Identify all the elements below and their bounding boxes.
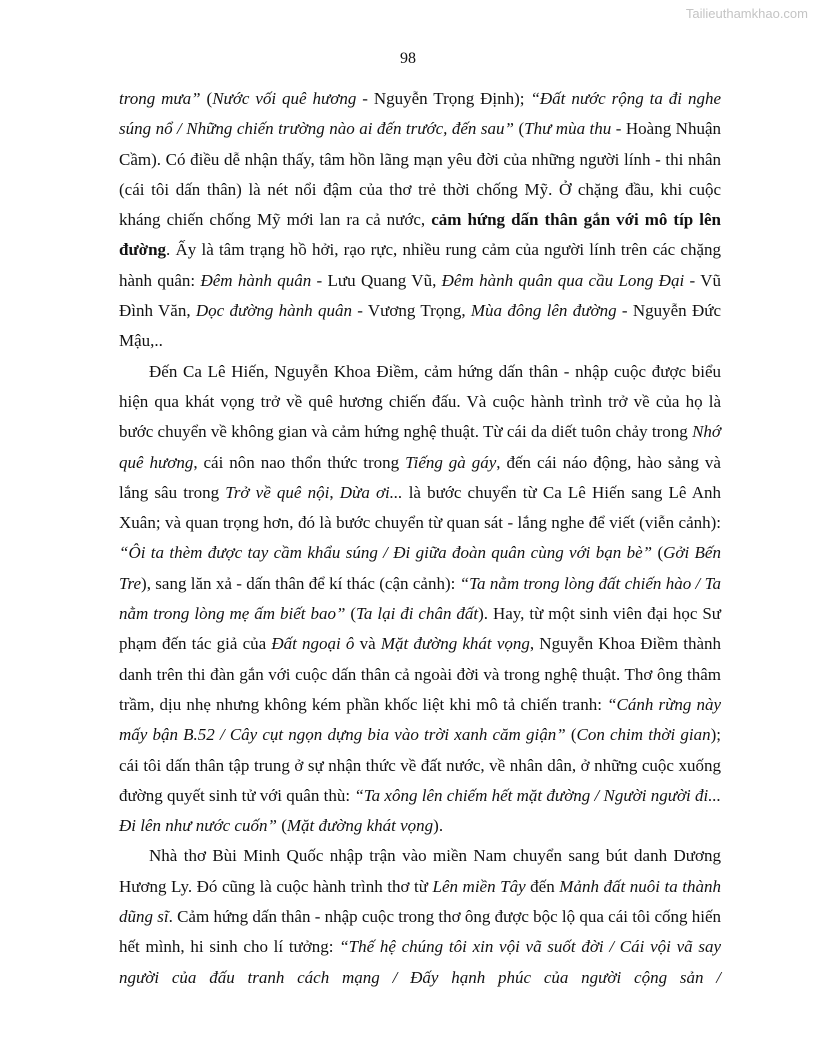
p1-run: trong mưa” [119, 89, 201, 108]
p1-run: cảm hứng dấn thân gắn với mô típ lên đường [119, 210, 721, 260]
p2-run: Đến Ca Lê Hiến, Nguyễn Khoa Điềm, cảm hứng dấn thân - nhập cuộc được biểu hiện qua khát vọng trở về quê hương chiến đấu. Và cuộc hành trình trở về của họ là bước chuyển về không gian và cảm hứng nghệ thuật. Từ cái da diết tuôn chảy trong [119, 361, 721, 442]
p3-run: đến [525, 876, 560, 896]
paragraph-1 [119, 84, 721, 357]
p2-run: Ta lại đi chân đất [356, 604, 479, 624]
p1-run: - Vương Trọng, [351, 301, 471, 321]
p1-run: Nước vối quê hương [212, 89, 357, 108]
p2-run: “Ôi ta thèm được tay cầm khẩu súng / Đi giữa đoàn quân cùng với bạn bè” [119, 543, 653, 563]
p3-run: Lên miền Tây [432, 876, 526, 896]
p2-run: ( [276, 816, 287, 836]
p3-run: Mảnh đất nuôi ta thành dũng sĩ [119, 876, 722, 927]
p1-run: - Nguyễn Trọng Định); [356, 89, 531, 108]
p2-run: ); cái tôi dấn thân tập trung ở sự nhận thức về đất nước, về nhân dân, ở những cuộc xuống đường quyết sinh tử với quân thù: [119, 725, 721, 805]
paragraph-2 [119, 357, 721, 842]
p2-run: , [329, 482, 340, 502]
p1-run: ( [200, 89, 213, 108]
p2-run: Gởi Bến Tre [119, 543, 721, 593]
p3-run: “Thế hệ chúng tôi xin vội vã suốt đời / Cái vội vã say người của đấu tranh cách mạng / Đấy hạnh phúc của người cộng sản / [119, 937, 721, 987]
paragraph-3 [119, 841, 721, 992]
p2-run: Con chim thời gian [576, 725, 711, 745]
p2-run: Mặt đường khát vọng [380, 634, 530, 654]
p2-run: , cái nôn nao thổn thức trong [193, 452, 406, 472]
p1-run: - Lưu Quang Vũ, [311, 270, 442, 290]
p1-run: “Đất nước rộng ta đi nghe súng nổ / Những chiến trường nào ai đến trước, đến sau” [119, 89, 721, 139]
p1-run: - Vũ Đình Văn, [119, 270, 721, 321]
p1-run: . Ấy là tâm trạng hồ hởi, rạo rực, nhiều rung cảm của người lính trên các chặng hành quân: [119, 240, 721, 290]
p2-run: ). Hay, từ một sinh viên đại học Sư phạm đến tác giả của [119, 604, 721, 654]
p2-run: Nhớ quê hương [119, 422, 721, 472]
p2-run: , đến cái náo động, hào sảng và lắng sâu trong [119, 452, 721, 502]
p2-run: Dừa ơi... [339, 482, 403, 502]
p2-run: “Ta xông lên chiếm hết mặt đường / Người người đi... Đi lên như nước cuốn” [119, 785, 721, 836]
p2-run: và [354, 634, 381, 654]
p2-run: Tiếng gà gáy [405, 452, 497, 472]
p1-run: Thư mùa thu [524, 119, 612, 139]
p2-run: ( [652, 543, 664, 563]
p2-run: ), sang lăn xả - dấn thân để kí thác (cận cảnh): [141, 573, 460, 593]
p2-run: ( [565, 725, 577, 745]
p2-run: Đất ngoại ô [271, 634, 355, 654]
p2-run: Trở về quê nội [225, 482, 330, 502]
p3-run: Nhà thơ Bùi Minh Quốc nhập trận vào miền Nam chuyển sang bút danh Dương Hương Ly. Đó cũng là cuộc hành trình thơ từ [119, 846, 721, 896]
watermark: Tailieuthamkhao.com [685, 6, 808, 21]
p1-run: Dọc đường hành quân [195, 301, 352, 321]
p2-run: “Ta nằm trong lòng đất chiến hào / Ta nằm trong lòng mẹ ấm biết bao” [119, 573, 721, 624]
p1-run: - Nguyễn Đức Mậu,.. [119, 301, 722, 351]
page-number: 98 [400, 50, 416, 67]
p2-run: Mặt đường khát vọng [286, 816, 434, 836]
p2-run: ). [433, 816, 444, 836]
p2-run: , Nguyễn Khoa Điềm thành danh trên thi đàn gắn với cuộc dấn thân cả ngoài đời và trong nghệ thuật. Thơ ông thâm trầm, dịu nhẹ nhưng không kém phần khốc liệt khi mô tả chiến tranh: [119, 634, 721, 714]
p2-run: “Cánh rừng này mấy bận B.52 / Cây cụt ngọn dựng bia vào trời xanh căm giận” [119, 694, 721, 745]
p3-run: . Cảm hứng dấn thân - nhập cuộc trong thơ ông được bộc lộ qua cái tôi cống hiến hết mình, hi sinh cho lí tưởng: [119, 907, 722, 957]
p1-run: Đêm hành quân qua cầu Long Đại [441, 270, 685, 290]
p1-run: Đêm hành quân [200, 270, 312, 290]
p1-run: ( [513, 119, 525, 139]
page-body [119, 84, 721, 993]
p1-run: - Hoàng Nhuận Cầm). Có điều dễ nhận thấy, tâm hồn lãng mạn yêu đời của những người lính - thi nhân (cái tôi dấn thân) là nét nổi đậm của thơ trẻ thời chống Mỹ. Ở chặng đầu, khi cuộc kháng chiến chống Mỹ mới lan ra cả nước, [119, 119, 721, 230]
p1-run: Mùa đông lên đường [470, 301, 617, 321]
p2-run: là bước chuyển từ Ca Lê Hiến sang Lê Anh Xuân; và quan trọng hơn, đó là bước chuyển từ quan sát - lắng nghe để viết (viễn cảnh): [119, 482, 721, 533]
p2-run: ( [345, 604, 357, 624]
